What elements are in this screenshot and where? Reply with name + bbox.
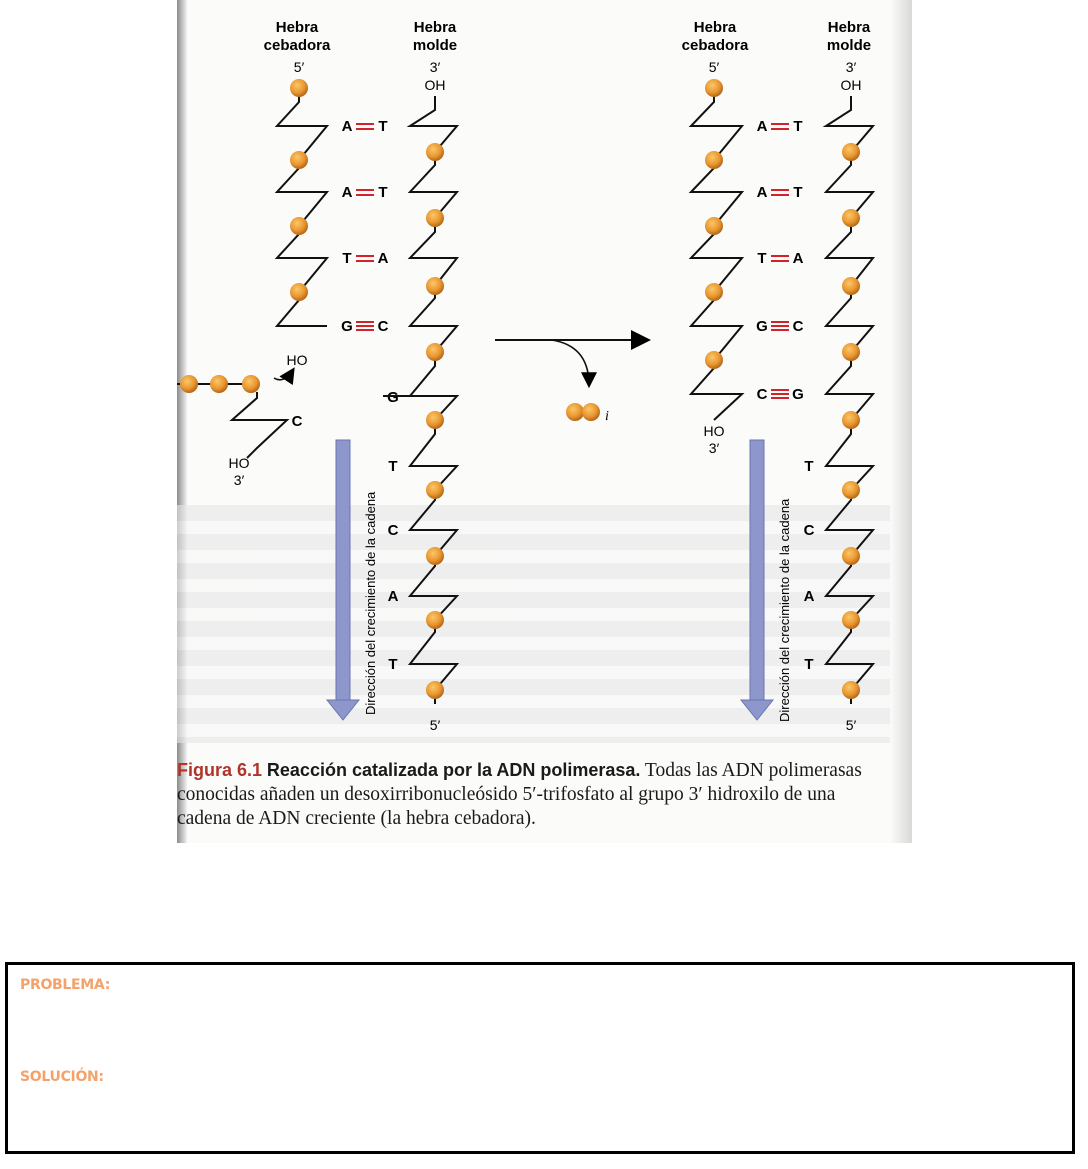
- figure-caption-text: Todas las ADN polimerasas conocidas añaden un desoxirribonucleósido 5′-trifosfato al grupo 3′ hidroxilo de una cadena de ADN creciente (la hebra cebadora).: [177, 760, 862, 829]
- phosphate: [426, 547, 444, 565]
- base-letter: T: [388, 656, 398, 673]
- problem-solution-box: [5, 962, 1075, 1154]
- right-template-oh: OH: [840, 77, 862, 93]
- left-template-header-2: molde: [412, 37, 458, 54]
- right-primer-header-1: Hebra: [693, 19, 737, 36]
- phosphate: [842, 277, 860, 295]
- right-base-pairs: [756, 118, 804, 403]
- base-letter: T: [342, 250, 352, 267]
- pyrophosphate: [566, 403, 584, 421]
- incoming-triphosphate: [177, 375, 260, 393]
- base-letter: T: [793, 118, 803, 135]
- base-letter: G: [756, 318, 768, 335]
- base-letter: C: [803, 522, 815, 539]
- right-primer-5prime: 5′: [708, 59, 720, 75]
- figure-label: Figura 6.1: [177, 760, 263, 780]
- phosphate: [426, 411, 444, 429]
- phosphate: [842, 611, 860, 629]
- base-letter: G: [341, 318, 353, 335]
- phosphate: [842, 143, 860, 161]
- phosphate: [242, 375, 260, 393]
- base-letter: C: [756, 386, 768, 403]
- phosphate: [290, 151, 308, 169]
- nucleophilic-attack-arrow: [274, 370, 293, 380]
- right-template-3prime: 3′: [845, 59, 857, 75]
- base-letter: A: [377, 250, 389, 267]
- left-primer-5prime: 5′: [293, 59, 305, 75]
- base-letter: T: [757, 250, 767, 267]
- right-primer-ho: HO: [703, 423, 725, 439]
- left-primer-header-1: Hebra: [275, 19, 319, 36]
- right-panel: [682, 19, 873, 733]
- phosphate: [426, 277, 444, 295]
- base-letter: A: [341, 118, 353, 135]
- incoming-base: C: [291, 413, 303, 430]
- right-template-header-2: molde: [826, 37, 872, 54]
- right-growth-direction-label: Dirección del crecimiento de la cadena: [777, 498, 792, 722]
- right-primer-3prime: 3′: [708, 440, 720, 456]
- phosphate: [290, 283, 308, 301]
- pyrophosphate-release-arrow: [552, 340, 589, 385]
- right-template-phosphates: [842, 143, 860, 699]
- left-primer-phosphates: [290, 79, 308, 301]
- arrow-head: [741, 700, 773, 720]
- left-growth-arrow: [327, 440, 359, 720]
- base-letter: C: [792, 318, 804, 335]
- left-panel: [177, 19, 457, 733]
- base-letter: T: [378, 184, 388, 201]
- pyrophosphate-label: i: [605, 409, 609, 424]
- phosphate: [705, 351, 723, 369]
- phosphate: [210, 375, 228, 393]
- arrow-shaft: [336, 440, 350, 702]
- right-template-unpaired: [804, 458, 815, 673]
- base-letter: G: [792, 386, 804, 403]
- base-letter: A: [756, 118, 768, 135]
- incoming-3prime: 3′: [233, 472, 245, 488]
- arrow-head: [327, 700, 359, 720]
- base-letter: C: [377, 318, 389, 335]
- left-growth-direction-label: Dirección del crecimiento de la cadena: [363, 491, 378, 715]
- right-primer-header-2: cebadora: [681, 37, 749, 54]
- solution-label: SOLUCIÓN:: [20, 1069, 104, 1085]
- phosphate: [842, 209, 860, 227]
- phosphate: [842, 547, 860, 565]
- pyrophosphate: [582, 403, 600, 421]
- figure-image: [177, 0, 912, 843]
- phosphate: [842, 411, 860, 429]
- left-template-unpaired: [387, 389, 399, 673]
- phosphate: [705, 283, 723, 301]
- incoming-ho: HO: [228, 455, 250, 471]
- phosphate: [842, 481, 860, 499]
- left-base-pairs: [341, 118, 388, 335]
- base-letter: T: [378, 118, 388, 135]
- right-growth-arrow: [741, 440, 773, 720]
- phosphate: [290, 217, 308, 235]
- right-template-header-1: Hebra: [827, 19, 871, 36]
- phosphate: [426, 681, 444, 699]
- phosphate: [426, 481, 444, 499]
- figure-title: Reacción catalizada por la ADN polimerasa.: [266, 760, 641, 780]
- phosphate: [180, 375, 198, 393]
- left-template-header-1: Hebra: [413, 19, 457, 36]
- base-letter: T: [804, 656, 814, 673]
- phosphate: [705, 79, 723, 97]
- dna-polymerase-diagram: [177, 0, 912, 760]
- left-template-phosphates: [426, 143, 444, 699]
- incoming-sugar: [232, 392, 287, 458]
- phosphate: [426, 343, 444, 361]
- left-primer-header-2: cebadora: [263, 37, 331, 54]
- base-letter: A: [341, 184, 353, 201]
- reaction-arrow: [495, 340, 647, 424]
- phosphate: [290, 79, 308, 97]
- base-letter: T: [388, 458, 398, 475]
- base-letter: C: [387, 522, 399, 539]
- left-template-3prime: 3′: [429, 59, 441, 75]
- base-letter: A: [756, 184, 768, 201]
- base-letter: G: [387, 389, 399, 406]
- phosphate: [842, 343, 860, 361]
- base-letter: A: [387, 588, 399, 605]
- arrow-shaft: [750, 440, 764, 702]
- phosphate: [426, 209, 444, 227]
- phosphate: [842, 681, 860, 699]
- base-letter: T: [804, 458, 814, 475]
- left-template-oh: OH: [424, 77, 446, 93]
- phosphate: [426, 143, 444, 161]
- base-letter: T: [793, 184, 803, 201]
- right-template-5prime: 5′: [845, 717, 857, 733]
- phosphate: [426, 611, 444, 629]
- phosphate: [705, 151, 723, 169]
- left-template-5prime: 5′: [429, 717, 441, 733]
- base-letter: A: [803, 588, 815, 605]
- figure-caption: [177, 758, 877, 831]
- problem-label: PROBLEMA:: [20, 977, 111, 993]
- phosphate: [705, 217, 723, 235]
- base-letter: A: [792, 250, 804, 267]
- right-primer-backbone: [691, 88, 742, 420]
- left-primer-ho: HO: [286, 352, 308, 368]
